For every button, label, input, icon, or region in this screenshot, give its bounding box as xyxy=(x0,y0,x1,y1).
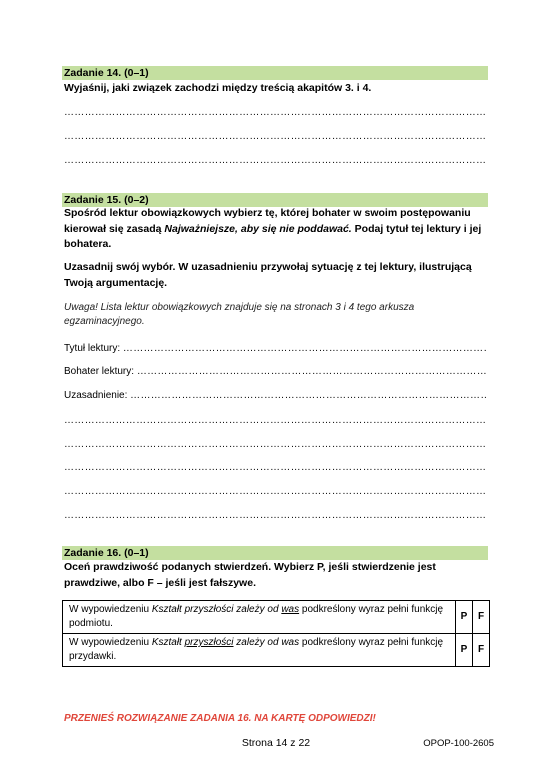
hero-label: Bohater lektury: xyxy=(64,366,135,377)
answer-line[interactable] xyxy=(64,156,486,166)
task-14-question: Wyjaśnij, jaki związek zachodzi między treścią akapitów 3. i 4. xyxy=(64,82,372,94)
statement-2: W wypowiedzeniu Kształt przyszłości zależy od was podkreślony wyraz pełni funkcję przydawki. xyxy=(63,634,456,667)
task-16-question: Oceń prawdziwość podanych stwierdzeń. Wybierz P, jeśli stwierdzenie jest prawdziwe, albo F – jeśli jest fałszywe. xyxy=(64,561,436,589)
task-16-header: Zadanie 16. (0–1) xyxy=(62,546,488,560)
title-field[interactable] xyxy=(64,343,486,355)
option-f-1[interactable]: F xyxy=(473,601,490,634)
table-row xyxy=(63,601,490,634)
justification-field[interactable] xyxy=(64,390,486,402)
true-false-table xyxy=(62,600,490,667)
answer-line[interactable] xyxy=(64,487,486,497)
justification-label: Uzasadnienie: xyxy=(64,390,128,401)
task-15-quote: Najważniejsze, aby się nie poddawać. xyxy=(164,222,352,235)
option-p-2[interactable]: P xyxy=(456,634,473,667)
task-15-question xyxy=(64,206,488,253)
task-15-note: Uwaga! Lista lektur obowiązkowych znajduje się na stronach 3 i 4 tego arkusza egzaminacyjnego. xyxy=(64,302,415,327)
statement-1: W wypowiedzeniu Kształt przyszłości zależy od was podkreślony wyraz pełni funkcję podmiotu. xyxy=(63,601,456,634)
answer-line[interactable] xyxy=(64,440,486,450)
page-number: Strona 14 z 22 xyxy=(241,737,311,749)
title-label: Tytuł lektury: xyxy=(64,343,121,354)
answer-line[interactable] xyxy=(64,108,486,118)
transfer-instruction: PRZENIEŚ ROZWIĄZANIE ZADANIA 16. NA KARTĘ ODPOWIEDZI! xyxy=(64,713,376,724)
option-f-2[interactable]: F xyxy=(473,634,490,667)
exam-code: OPOP-100-2605 xyxy=(423,738,494,749)
task-15-instruction: Uzasadnij swój wybór. W uzasadnieniu przywołaj sytuację z tej lektury, ilustrującą Twoją argumentację. xyxy=(64,261,472,289)
answer-line[interactable] xyxy=(64,416,486,426)
answer-line[interactable] xyxy=(64,463,486,473)
table-row xyxy=(63,634,490,667)
hero-field[interactable] xyxy=(64,366,486,378)
answer-line[interactable] xyxy=(64,132,486,142)
task-15-question-part1: Spośród lektur obowiązkowych wybierz tę, której bohater w swoim postępowaniu kierował się zasadą xyxy=(64,207,471,235)
task-14-header: Zadanie 14. (0–1) xyxy=(62,66,488,80)
option-p-1[interactable]: P xyxy=(456,601,473,634)
task-15-header: Zadanie 15. (0–2) xyxy=(62,193,488,207)
answer-line[interactable] xyxy=(64,511,486,521)
task-15-question-part2: Podaj tytuł tej lektury i jej bohatera. xyxy=(64,222,482,250)
